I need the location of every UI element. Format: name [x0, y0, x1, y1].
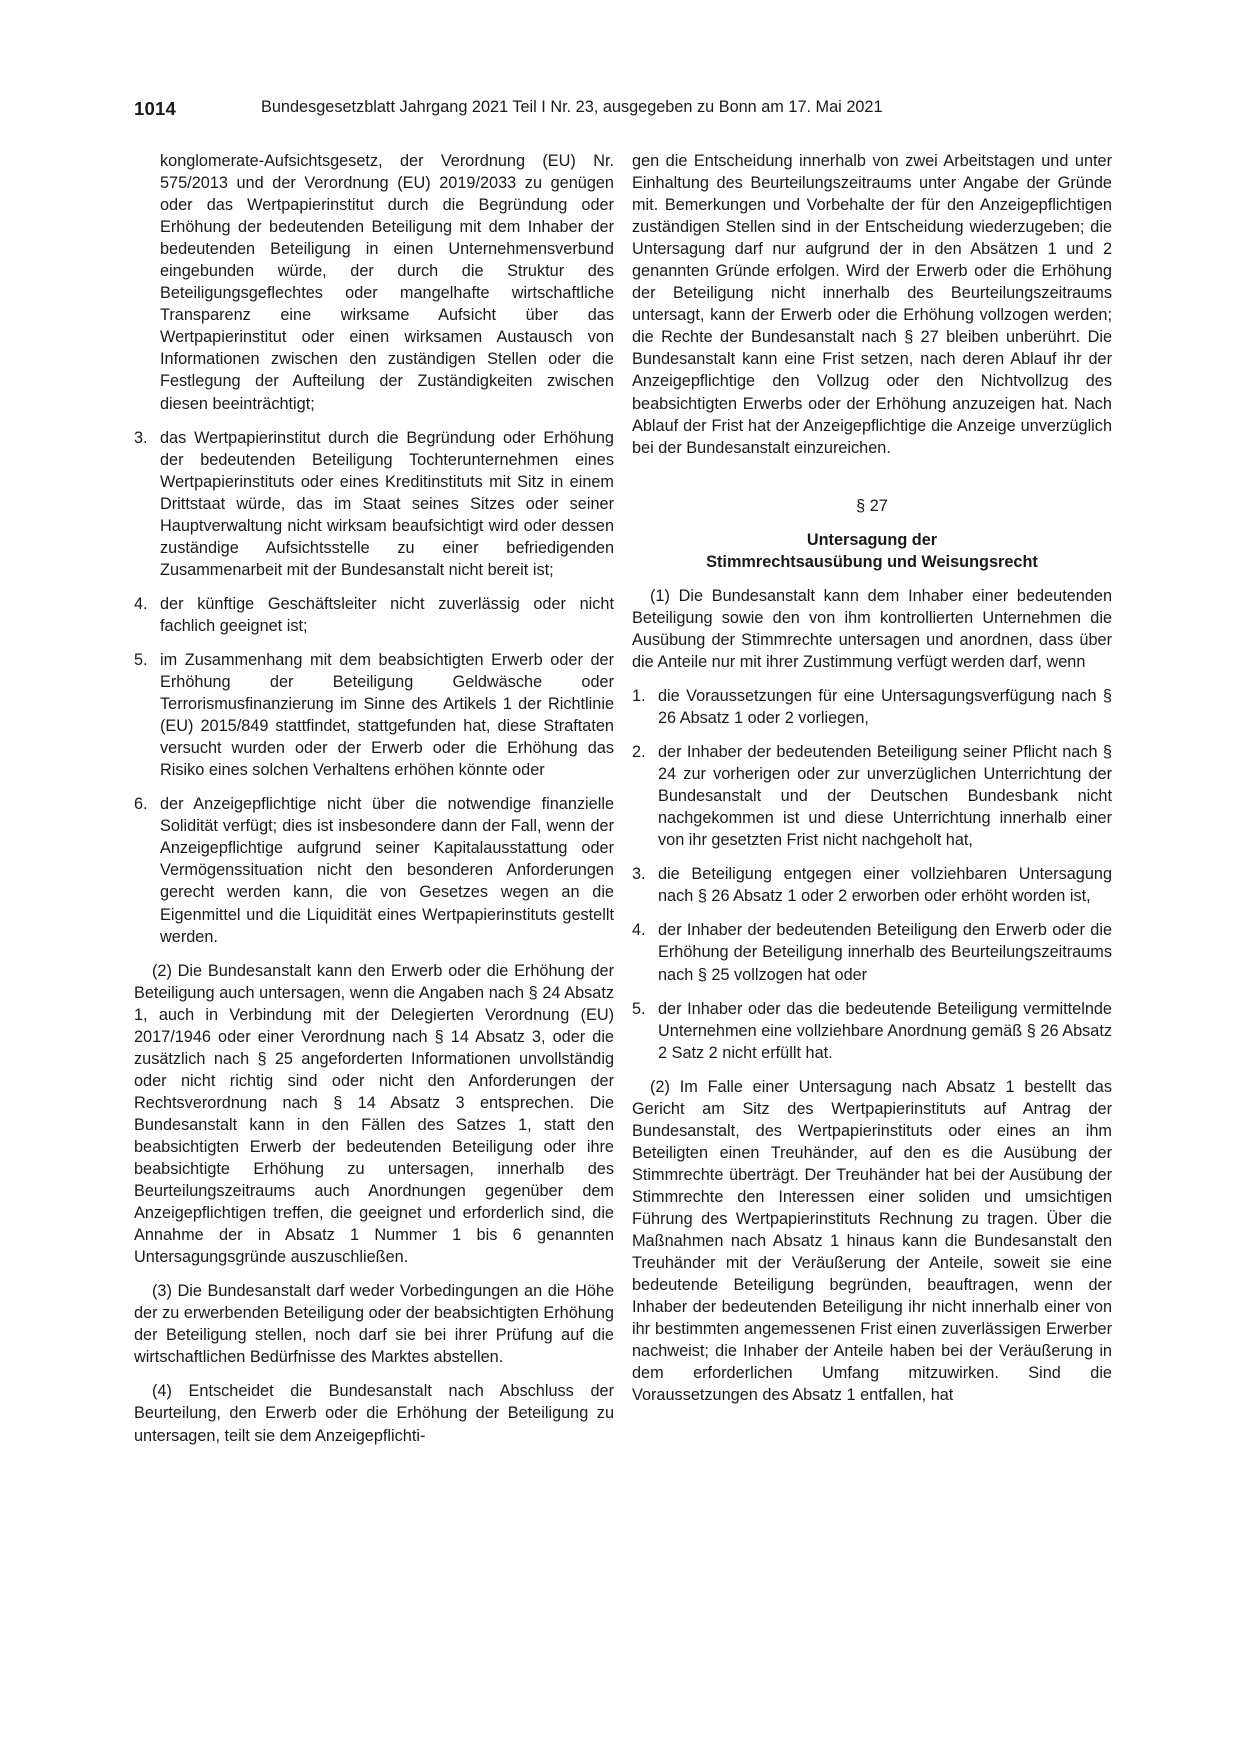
list-item-number: 4.	[134, 594, 148, 613]
list-item-text: der Inhaber oder das die bedeutende Beteiligung vermittelnde Unternehmen eine vollziehbare Anordnung gemäß § 26 Absatz 2 Satz 2 nicht erfüllt hat.	[658, 999, 1112, 1062]
list-item-text: der Anzeigepflichtige nicht über die notwendige finanzielle Solidität verfügt; dies ist insbesondere dann der Fall, wenn der Anzeigepflichtige aufgrund seiner Kapitalausstattung oder Vermögenssituation nicht den besonderen Anforderungen gerecht werden kann, die von Gesetzes wegen an die Eigenmittel und die Liquidität eines Wertpapierinstituts gestellt werden.	[160, 795, 614, 946]
page-number: 1014	[134, 98, 176, 119]
list-item-text: der künftige Geschäftsleiter nicht zuverlässig oder nicht fachlich geeignet ist;	[160, 594, 614, 635]
list-item	[134, 593, 614, 637]
list-item	[632, 919, 1112, 985]
list-item-number: 1.	[632, 686, 646, 705]
right-column	[632, 150, 1112, 1406]
list-item	[632, 685, 1112, 729]
list-item-text: im Zusammenhang mit dem beabsichtigten Erwerb oder der Erhöhung der Beteiligung Geldwäsche oder Terrorismusfinanzierung im Sinne des Artikels 1 der Richtlinie (EU) 2015/849 stattfindet, stattgefunden hat, diese Straftaten versucht wurden oder der Erwerb oder die Erhöhung das Risiko eines solchen Verhaltens erhöhen könnte oder	[160, 650, 614, 780]
list-item-text: das Wertpapierinstitut durch die Begründung oder Erhöhung der bedeutenden Beteiligung Tochterunternehmen eines Wertpapierinstituts oder eines Kreditinstituts mit Sitz in einem Drittstaat würde, das im Staat seines Sitzes oder seiner Hauptverwaltung nicht wirksam beaufsichtigt wird oder dessen zuständige Aufsichtsstelle zu einer befriedigenden Zusammenarbeit mit der Bundesanstalt nicht bereit ist;	[160, 428, 614, 579]
list-item-text: der Inhaber der bedeutenden Beteiligung den Erwerb oder die Erhöhung der Beteiligung innerhalb des Beurteilungszeitraums nach § 25 vollzogen hat oder	[658, 921, 1112, 984]
list-item-number: 3.	[134, 428, 148, 447]
paragraph: (2) Die Bundesanstalt kann den Erwerb oder die Erhöhung der Beteiligung auch untersagen, wenn die Angaben nach § 24 Absatz 1, auch in Verbindung mit der Delegierten Verordnung (EU) 2017/1946 oder einer Verordnung nach § 14 Absatz 3, oder die zusätzlich nach § 25 angeforderten Informationen unvollständig oder nicht richtig sind oder nicht den Anforderungen der Rechtsverordnung nach § 14 Absatz 3 entsprechen. Die Bundesanstalt kann in den Fällen des Satzes 1, statt den beabsichtigten Erwerb der bedeutenden Beteiligung oder ihre beabsichtigte Erhöhung zu untersagen, innerhalb des Beurteilungszeitraums auch Anordnungen gegenüber dem Anzeigepflichtigen treffen, die geeignet und erforderlich sind, die Annahme der in Absatz 1 Nummer 1 bis 6 genannten Untersagungsgründe auszuschließen.	[134, 961, 614, 1267]
left-column	[134, 150, 614, 1447]
list-item	[134, 793, 614, 947]
list-item-number: 5.	[632, 999, 646, 1018]
section-number: § 27	[856, 496, 888, 515]
continuation-text: konglomerate-Aufsichtsgesetz, der Verordnung (EU) Nr. 575/2013 und der Verordnung (EU) 2019/2033 zu genügen oder das Wertpapierinstitut durch die Begründung oder Erhöhung der bedeutenden Beteiligung mit dem Inhaber der bedeutenden Beteiligung in einen Unternehmensverbund eingebunden würde, der durch die Struktur des Beteiligungsgeflechtes oder mangelhafte wirtschaftliche Transparenz eine wirksame Aufsicht über das Wertpapierinstitut oder einen wirksamen Austausch von Informationen zwischen den zuständigen Stellen oder die Festlegung der Aufteilung der Zuständigkeiten zwischen diesen beeinträchtigt;	[160, 152, 614, 413]
section-heading-line: Stimmrechtsausübung und Weisungsrecht	[706, 552, 1038, 571]
list-item-number: 3.	[632, 865, 646, 884]
running-header	[134, 98, 1106, 122]
paragraph: (4) Entscheidet die Bundesanstalt nach Abschluss der Beurteilung, den Erwerb oder die Erhöhung der Beteiligung zu untersagen, teilt sie dem Anzeigepflichti-	[134, 1382, 614, 1445]
list-item-number: 5.	[134, 650, 148, 669]
list-item	[134, 427, 614, 581]
paragraph: (2) Im Falle einer Untersagung nach Absatz 1 bestellt das Gericht am Sitz des Wertpapierinstituts auf Antrag der Bundesanstalt, des Wertpapierinstituts oder eines an ihm Beteiligten einen Treuhänder, auf den es die Ausübung der Stimmrechte überträgt. Der Treuhänder hat bei der Ausübung der Stimmrechte den Interessen einer soliden und umsichtigen Führung des Wertpapierinstituts Rechnung zu tragen. Über die Maßnahmen nach Absatz 1 hinaus kann die Bundesanstalt den Treuhänder mit der Veräußerung der Anteile, soweit sie eine bedeutende Beteiligung begründen, beauftragen, wenn der Inhaber der bedeutenden Beteiligung ihr nicht innerhalb einer von ihr bestimmten angemessenen Frist einen zuverlässigen Erwerber nachweist; die Inhaber der Anteile haben bei der Veräußerung in dem erforderlichen Umfang mitzuwirken. Sind die Voraussetzungen des Absatz 1 entfallen, hat	[632, 1077, 1112, 1405]
list-item-text: die Voraussetzungen für eine Untersagungsverfügung nach § 26 Absatz 1 oder 2 vorliegen,	[658, 686, 1112, 728]
list-item-text: die Beteiligung entgegen einer vollziehbaren Untersagung nach § 26 Absatz 1 oder 2 erworben oder erhöht worden ist,	[658, 865, 1112, 906]
continuation-text: gen die Entscheidung innerhalb von zwei Arbeitstagen und unter Einhaltung des Beurteilungszeitraums unter Angabe der Gründe mit. Bemerkungen und Vorbehalte der für den Anzeigepflichtigen zuständigen Stellen sind in der Entscheidung wiederzugeben; die Untersagung darf nur aufgrund der in den Absätzen 1 und 2 genannten Gründe erfolgen. Wird der Erwerb oder die Erhöhung der Beteiligung nicht innerhalb des Beurteilungszeitraums untersagt, kann der Erwerb oder die Erhöhung vollzogen werden; die Rechte der Bundesanstalt nach § 27 bleiben unberührt. Die Bundesanstalt kann eine Frist setzen, nach deren Ablauf ihr der Anzeigepflichtige den Vollzug oder den Nichtvollzug des beabsichtigten Erwerbs oder der Erhöhung anzuzeigen hat. Nach Ablauf der Frist hat der Anzeigepflichtige die Anzeige unverzüglich bei der Bundesanstalt einzureichen.	[632, 152, 1112, 457]
list-item	[632, 741, 1112, 851]
list-item	[632, 863, 1112, 907]
list-item	[632, 998, 1112, 1064]
paragraph: (3) Die Bundesanstalt darf weder Vorbedingungen an die Höhe der zu erwerbenden Beteiligung oder der beabsichtigten Erhöhung der Beteiligung stellen, noch darf sie bei ihrer Prüfung auf die wirtschaftlichen Bedürfnisse des Marktes abstellen.	[134, 1282, 614, 1367]
list-item-number: 4.	[632, 921, 646, 940]
list-item-number: 6.	[134, 795, 148, 814]
section-heading-line: Untersagung der	[806, 530, 938, 549]
section-heading	[632, 529, 1112, 573]
list-item	[134, 649, 614, 781]
paragraph: (1) Die Bundesanstalt kann dem Inhaber einer bedeutenden Beteiligung sowie den von ihm kontrollierten Unternehmen die Ausübung der Stimmrechte untersagen und anordnen, dass über die Anteile nur mit ihrer Zustimmung verfügt werden darf, wenn	[632, 586, 1112, 671]
running-title: Bundesgesetzblatt Jahrgang 2021 Teil I Nr. 23, ausgegeben zu Bonn am 17. Mai 2021	[261, 98, 883, 116]
list-item-number: 2.	[632, 743, 646, 762]
list-item-text: der Inhaber der bedeutenden Beteiligung seiner Pflicht nach § 24 zur vorherigen oder zur unverzüglichen Unterrichtung der Bundesanstalt und der Deutschen Bundesbank nicht nachgekommen ist und diese Unterrichtung innerhalb einer von ihr gesetzten Frist nicht nachgeholt hat,	[658, 743, 1112, 850]
